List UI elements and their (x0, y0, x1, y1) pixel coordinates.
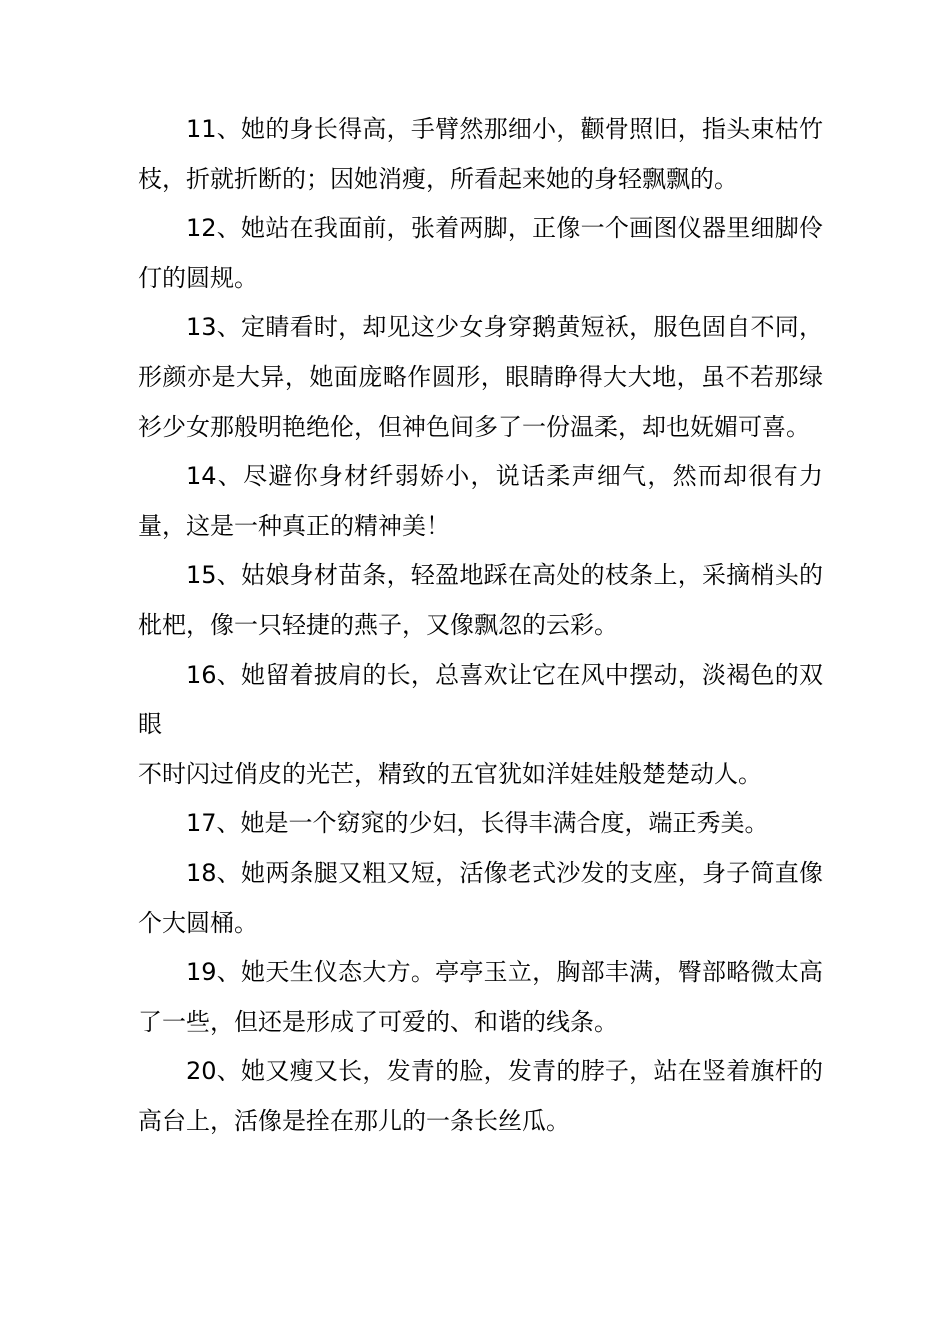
paragraph-18: 18、她两条腿又粗又短，活像老式沙发的支座，身子简直像个大圆桶。 (138, 858, 823, 937)
paragraph-13: 13、定睛看时，却见这少女身穿鹅黄短袄，服色固自不同，形颜亦是大异，她面庞略作圆形，眼睛睁得大大地，虽不若那绿衫少女那般明艳绝伦，但神色间多了一份温柔，却也妩媚可喜。 (138, 313, 823, 441)
paragraph-15: 15、姑娘身材苗条，轻盈地踩在高处的枝条上，采摘梢头的枇杷，像一只轻捷的燕子，又像飘忽的云彩。 (138, 561, 823, 639)
paragraph-19: 19、她天生仪态大方。亭亭玉立，胸部丰满，臀部略微太高了一些，但还是形成了可爱的、和谐的线条。 (138, 958, 823, 1036)
paragraph-11: 11、她的身长得高，手臂然那细小，颧骨照旧，指头束枯竹枝，折就折断的；因她消瘦，所看起来她的身轻飘飘的。 (138, 115, 823, 193)
paragraph-20: 20、她又瘦又长，发青的脸，发青的脖子，站在竖着旗杆的高台上，活像是拴在那儿的一条长丝瓜。 (138, 1057, 823, 1135)
paragraph-17: 17、她是一个窈窕的少妇，长得丰满合度，端正秀美。 (186, 809, 769, 838)
document-body (138, 105, 823, 1146)
paragraph-16: 16、她留着披肩的长，总喜欢让它在风中摆动，淡褐色的双眼 (138, 660, 823, 739)
paragraph-12: 12、她站在我面前，张着两脚，正像一个画图仪器里细脚伶仃的圆规。 (138, 214, 823, 292)
paragraph-14: 14、尽避你身材纤弱娇小，说话柔声细气，然而却很有力量，这是一种真正的精神美！ (138, 462, 823, 540)
paragraph-16-continued: 不时闪过俏皮的光芒，精致的五官犹如洋娃娃般楚楚动人。 (138, 759, 762, 788)
